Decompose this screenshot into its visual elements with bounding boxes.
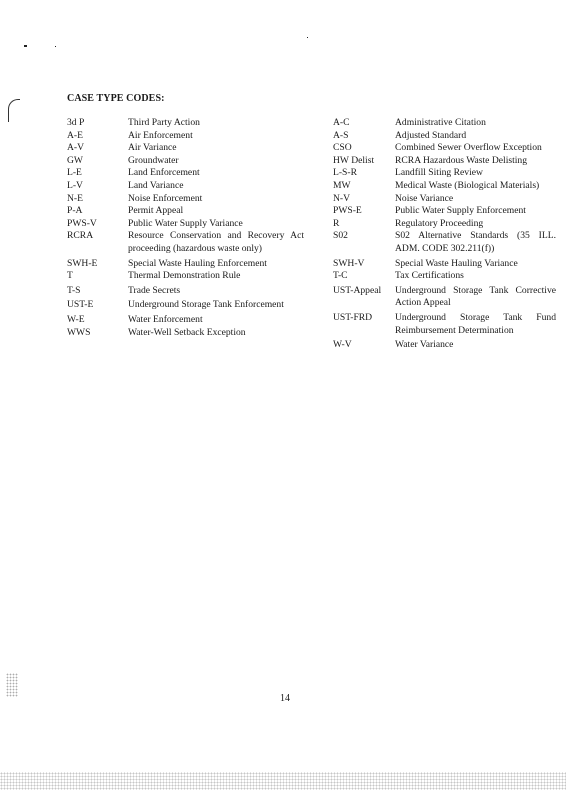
code-row (333, 230, 556, 255)
case-description: Noise Enforcement (128, 192, 203, 204)
case-description: Noise Variance (395, 192, 454, 204)
code-row (333, 142, 556, 155)
case-description: S02 Alternative Standards (35 ILL. ADM. CODE 302.211(f)) (395, 230, 556, 254)
code-row (333, 205, 556, 218)
case-description: Special Waste Hauling Enforcement (128, 257, 267, 269)
case-description: Regulatory Proceeding (395, 217, 484, 229)
case-description: Third Party Action (128, 117, 200, 128)
code-row (333, 270, 556, 283)
case-description: Land Enforcement (128, 167, 200, 179)
case-description: Groundwater (128, 154, 179, 166)
code-row (333, 339, 556, 352)
case-description: Special Waste Hauling Variance (395, 257, 518, 269)
margin-bracket (8, 99, 20, 122)
case-description: Combined Sewer Overflow Exception (395, 142, 542, 154)
case-description: Underground Storage Tank Corrective Action Appeal (395, 284, 556, 309)
code-row (333, 258, 556, 271)
code-row (333, 167, 556, 180)
case-description: Adjusted Standard (395, 129, 467, 141)
code-row (67, 130, 304, 143)
code-row (333, 218, 556, 231)
case-description: Air Enforcement (128, 129, 193, 141)
case-code: SWH-V (333, 257, 365, 269)
code-row (67, 314, 304, 327)
case-description: Tax Certifications (395, 270, 464, 282)
code-row (67, 167, 304, 180)
code-row (67, 193, 304, 206)
code-row (67, 155, 304, 168)
code-row (67, 270, 304, 283)
code-row (67, 230, 304, 255)
code-row (67, 285, 304, 298)
case-code: L-S-R (333, 167, 357, 179)
case-code: UST-E (67, 299, 94, 311)
code-row (333, 312, 556, 337)
code-row (333, 193, 556, 206)
case-code: MW (333, 179, 351, 191)
scan-mark (307, 37, 308, 38)
case-code: RCRA (67, 230, 94, 242)
case-code: PWS-V (67, 217, 97, 229)
case-code: PWS-E (333, 205, 362, 217)
scan-mark (55, 46, 56, 47)
code-row (67, 258, 304, 271)
page-heading: CASE TYPE CODES: (67, 93, 165, 104)
case-code: A-C (333, 117, 350, 128)
case-code: A-S (333, 129, 349, 141)
case-description: Water Enforcement (128, 313, 203, 325)
code-row (67, 142, 304, 155)
case-code: HW Delist (333, 154, 375, 166)
case-code: A-E (67, 129, 83, 141)
case-description: Underground Storage Tank Fund Reimbursement Determination (395, 311, 556, 336)
case-code: N-E (67, 192, 83, 204)
page-number: 14 (280, 693, 290, 704)
case-description: Water Variance (395, 339, 454, 351)
case-code: UST-FRD (333, 311, 373, 323)
scan-noise-strip (0, 772, 566, 790)
scan-mark (24, 45, 27, 47)
case-description: Landfill Siting Review (395, 167, 483, 179)
case-code: UST-Appeal (333, 284, 382, 296)
code-row (67, 117, 304, 130)
case-code: T-S (67, 284, 81, 296)
left-code-column (67, 117, 304, 339)
right-code-column (333, 117, 556, 352)
case-code: L-V (67, 179, 83, 191)
case-code: N-V (333, 192, 351, 204)
case-code: W-E (67, 313, 85, 325)
code-row (333, 130, 556, 143)
case-code: T (67, 270, 73, 282)
case-code: SWH-E (67, 257, 98, 269)
case-code: CSO (333, 142, 352, 154)
case-code: GW (67, 154, 83, 166)
code-row (67, 180, 304, 193)
case-description: Medical Waste (Biological Materials) (395, 179, 540, 191)
case-description: Land Variance (128, 179, 184, 191)
case-description: Underground Storage Tank Enforcement (128, 299, 284, 311)
case-description: Permit Appeal (128, 205, 184, 217)
code-row (67, 218, 304, 231)
code-row (333, 285, 556, 310)
case-description: Water-Well Setback Exception (128, 326, 246, 338)
scan-noise (6, 673, 18, 697)
case-code: 3d P (67, 117, 85, 128)
case-description: Air Variance (128, 142, 177, 154)
case-code: A-V (67, 142, 85, 154)
code-row (333, 117, 556, 130)
case-code: P-A (67, 205, 83, 217)
case-code: S02 (333, 230, 348, 242)
case-code: L-E (67, 167, 82, 179)
code-row (67, 327, 304, 340)
code-row (333, 155, 556, 168)
code-row (67, 205, 304, 218)
case-description: Resource Conservation and Recovery Act proceeding (hazardous waste only) (128, 230, 304, 254)
case-description: RCRA Hazardous Waste Delisting (395, 154, 528, 166)
case-description: Public Water Supply Enforcement (395, 205, 526, 217)
case-description: Public Water Supply Variance (128, 217, 243, 229)
code-row (67, 299, 304, 312)
case-code: R (333, 217, 340, 229)
case-description: Trade Secrets (128, 284, 181, 296)
case-code: T-C (333, 270, 348, 282)
case-code: WWS (67, 326, 91, 338)
code-row (333, 180, 556, 193)
case-description: Administrative Citation (395, 117, 486, 128)
case-code: W-V (333, 339, 352, 351)
case-description: Thermal Demonstration Rule (128, 270, 241, 282)
